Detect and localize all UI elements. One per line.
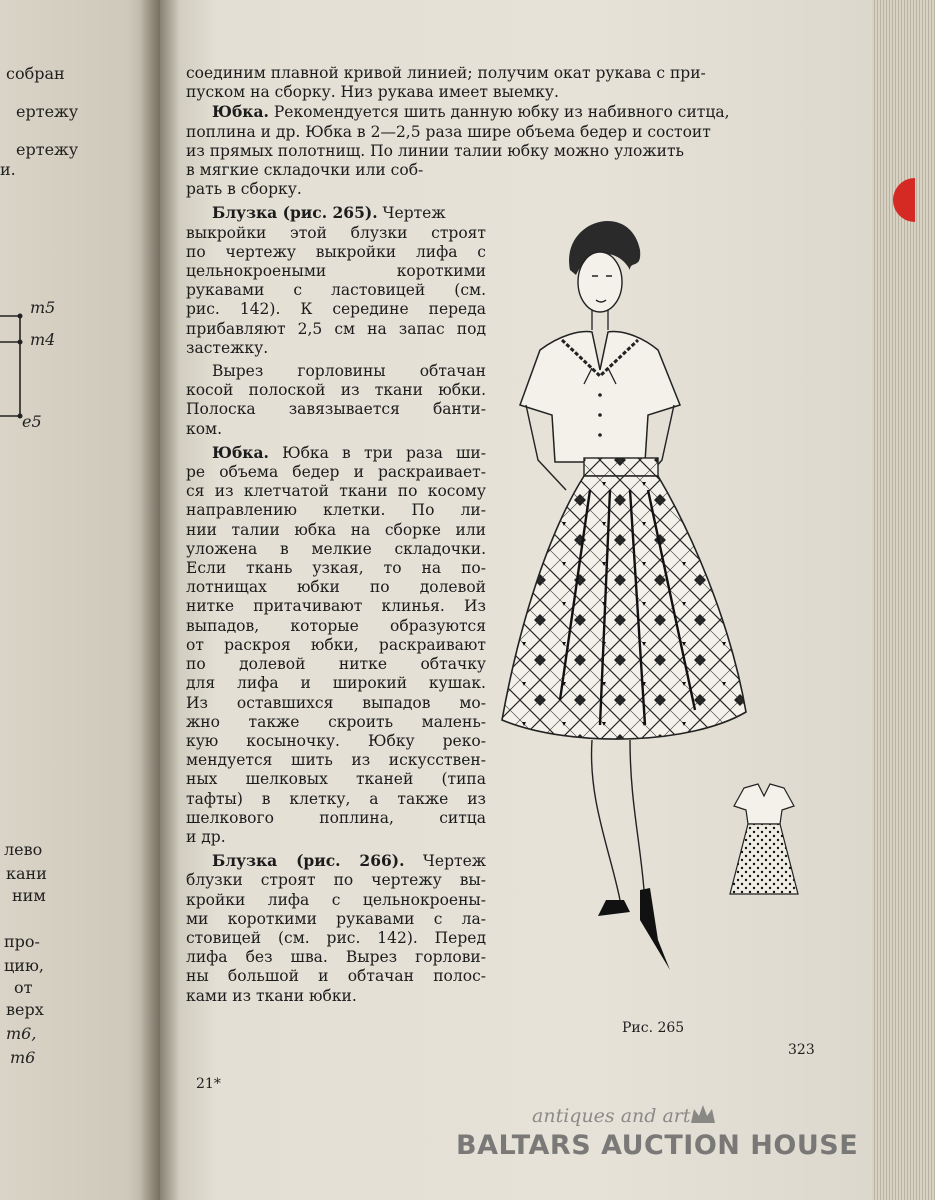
text-line: лотнищах юбки по долевой [186, 578, 486, 597]
blouse-265-heading: Блузка (рис. 265). [212, 203, 378, 223]
text-line: выкройки этой блузки строят [186, 223, 486, 242]
text-line [186, 102, 768, 122]
signature-mark: 21* [196, 1076, 221, 1092]
skirt-heading: Юбка. [212, 102, 269, 122]
text-line: направлению клетки. По ли- [186, 501, 486, 520]
text-line: блузки строят по чертежу вы- [186, 871, 486, 890]
text-line: по долевой нитке обтачку [186, 655, 486, 674]
text-line: и др. [186, 827, 226, 846]
left-line: цию, [4, 956, 44, 975]
figure-caption: Рис. 265 [622, 1020, 685, 1036]
text-line: выпадов, которые образуются [186, 616, 486, 635]
intro-paragraph [186, 64, 768, 102]
text-line: тафты) в клетку, а также из [186, 789, 486, 808]
text-line: Если ткань узкая, то на по- [186, 559, 486, 578]
text-line [186, 443, 486, 463]
left-line: про- [4, 932, 40, 951]
blouse-266-paragraph [186, 851, 486, 1006]
text-line: стовицей (см. рис. 142). Перед [186, 928, 486, 947]
neckline-paragraph [186, 362, 486, 439]
small-dress-illustration [724, 778, 804, 900]
left-line: верх [6, 1000, 44, 1019]
blouse-266-lead: Чертеж [404, 852, 486, 871]
text-line: ми короткими рукавами с ла- [186, 909, 486, 928]
text-line: Из оставшихся выпадов мо- [186, 693, 486, 712]
text-line: косой полоской из ткани юбки. [186, 381, 486, 400]
skirt-2-paragraph [186, 443, 486, 847]
text-line: нитке притачивают клинья. Из [186, 597, 486, 616]
label-m6-a: m6, [6, 1024, 37, 1043]
left-line: собран [6, 64, 65, 83]
text-line: ре объема бедер и раскраивает- [186, 463, 486, 482]
left-line: ертежу [16, 140, 79, 159]
left-page [0, 0, 160, 1200]
text-line: пуском на сборку. Низ рукава имеет выемку. [186, 83, 559, 102]
text-line: для лифа и широкий кушак. [186, 674, 486, 693]
text-line: ных шелковых тканей (типа [186, 770, 486, 789]
label-e5: e5 [22, 412, 42, 431]
label-m5: m5 [30, 298, 56, 317]
text-line: по чертежу выкройки лифа с [186, 242, 486, 261]
text-line: поплина и др. Юбка в 2—2,5 раза шире объема бедер и состоит [186, 122, 711, 141]
text-line: рукавами с ластовицей (см. [186, 281, 486, 300]
text-line: нии талии юбка на сборке или [186, 520, 486, 539]
skirt-paragraph [186, 102, 768, 199]
left-line: ертежу [16, 102, 79, 121]
text-line: Полоска завязывается банти- [186, 400, 486, 419]
label-m6-b: m6 [10, 1048, 36, 1067]
text-line [186, 851, 486, 871]
text-line: кую косыночку. Юбку реко- [186, 731, 486, 750]
book-gutter [140, 0, 180, 1200]
text-line: рис. 142). К середине переда [186, 300, 486, 319]
text-line: цельнокроеными короткими [186, 262, 486, 281]
skirt-lead: Рекомендуется шить данную юбку из набивного ситца, [268, 103, 730, 122]
text-line: соединим плавной кривой линией; получим окат рукава с при- [186, 64, 706, 82]
text-line: жно также скроить малень- [186, 712, 486, 731]
text-line: ком. [186, 419, 223, 438]
text-line: рать в сборку. [186, 180, 302, 199]
text-line: ны большой и обтачан полос- [186, 967, 486, 986]
text-line: Вырез горловины обтачан [212, 362, 486, 381]
text-line: ками из ткани юбки. [186, 986, 357, 1005]
skirt-2-lead: Юбка в три раза ши- [268, 443, 486, 462]
left-line: лево [4, 840, 43, 859]
watermark-tagline: antiques and art [532, 1105, 691, 1127]
text-line: в мягкие складочки или соб- [186, 161, 424, 180]
left-line: от [14, 978, 33, 997]
skirt-2-heading: Юбка. [212, 442, 269, 462]
left-line: и. [0, 160, 16, 179]
label-m4: m4 [30, 330, 56, 349]
text-line: застежку. [186, 338, 269, 357]
text-line: уложена в мелкие складочки. [186, 539, 486, 558]
page-number: 323 [788, 1042, 815, 1058]
text-line [186, 203, 486, 223]
blouse-265-lead: Чертеж [377, 204, 446, 223]
text-line: ся из клетчатой ткани по косому [186, 482, 486, 501]
blouse-265-paragraph [186, 203, 486, 358]
left-line: кани [6, 864, 47, 883]
text-line: из прямых полотнищ. По линии талии юбку можно уложить [186, 141, 684, 160]
watermark-name: BALTARS AUCTION HOUSE [456, 1130, 859, 1161]
text-line: кройки лифа с цельнокроены- [186, 890, 486, 909]
text-line: прибавляют 2,5 см на запас под [186, 319, 486, 338]
blouse-266-heading: Блузка (рис. 266). [212, 851, 405, 871]
main-text-column [186, 64, 730, 1006]
left-line: ним [12, 886, 46, 905]
text-line: шелкового поплина, ситца [186, 808, 486, 827]
text-line: лифа без шва. Вырез горлови- [186, 948, 486, 967]
text-line: мендуется шить из искусствен- [186, 751, 486, 770]
crown-icon [688, 1101, 718, 1127]
text-line: от раскроя юбки, раскраивают [186, 635, 486, 654]
